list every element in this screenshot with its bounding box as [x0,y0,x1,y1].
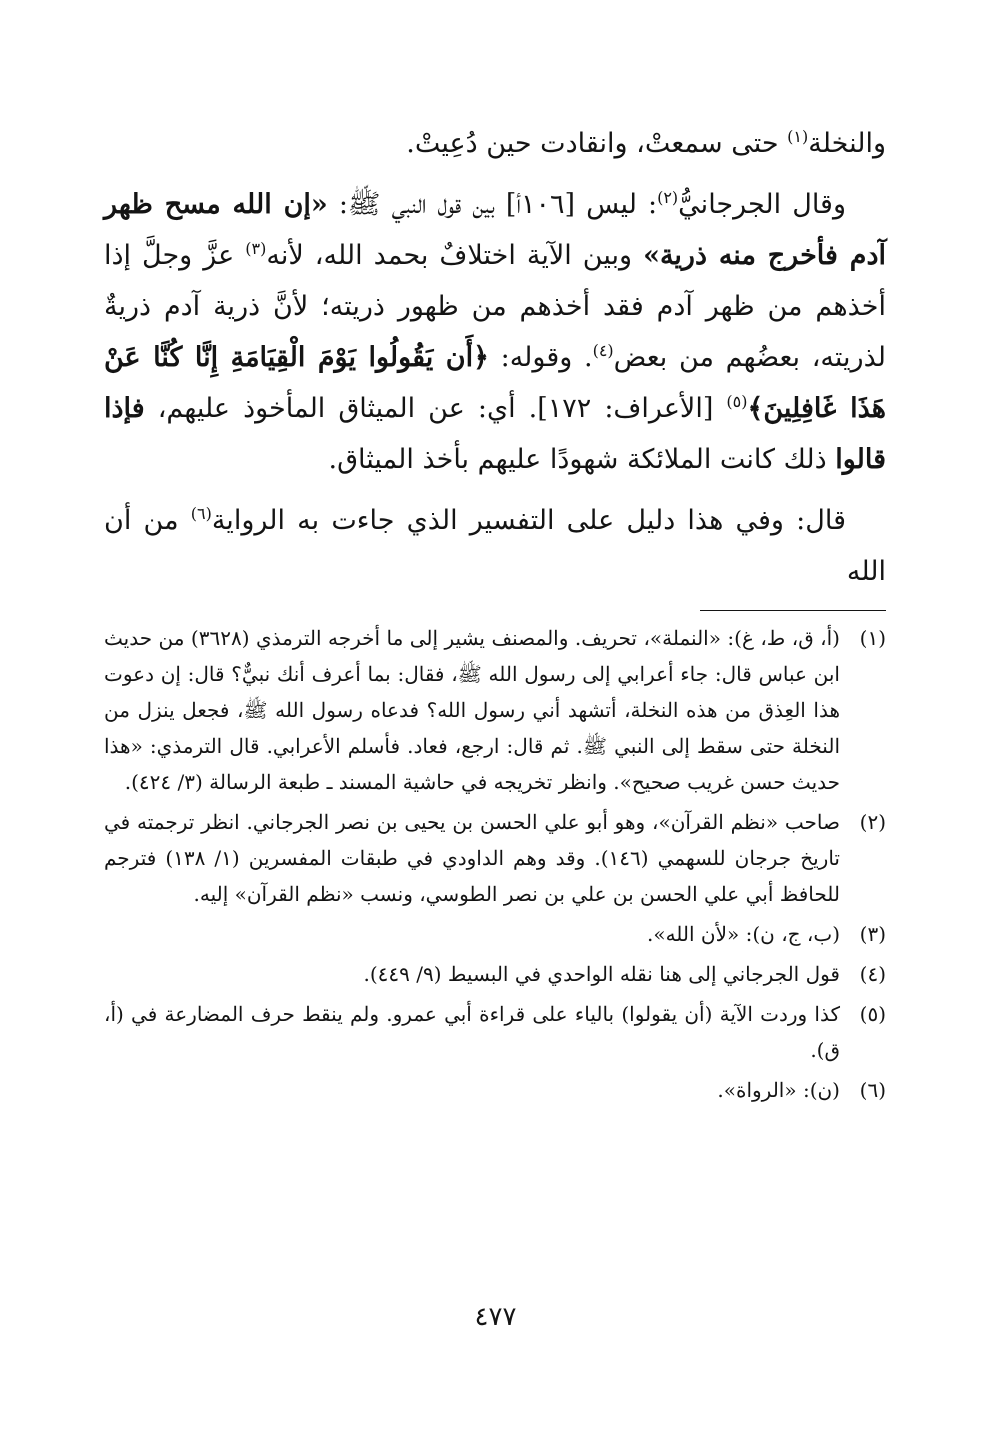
footnote-text: كذا وردت الآية (أن يقولوا) بالياء على قراءة أبي عمرو. ولم ينقط حرف المضارعة في (أ، ق). [104,1002,840,1062]
text-run: حتى سمعتْ، وانقادت حين دُعِيتْ. [406,128,788,159]
footnote-1 [104,620,886,800]
text-run: وبين الآية اختلافٌ بحمد الله، لأنه [266,240,644,271]
paragraph-2 [104,179,886,485]
quran-verse: ﴿أَن يَقُولُوا يَوْمَ الْقِيَامَةِ إِنَّا كُنَّا عَنْ هَذَا غَافِلِينَ﴾ [104,342,886,424]
footnote-number: (٥) [859,1002,886,1026]
footnote-separator [700,610,886,611]
text-run: من أن الله [104,505,886,587]
paragraph-3 [104,495,886,597]
footnote-number: (٦) [859,1078,886,1102]
footnote-ref-2[interactable]: (٢) [657,188,679,207]
hadith-quote: «إن الله مسح ظهر آدم فأخرج منه ذرية» [104,189,886,271]
footnote-ref-4[interactable]: (٤) [592,341,614,360]
footnote-number: (٢) [859,810,886,834]
footnote-text: (أ، ق، ط، غ): «النملة»، تحريف. والمصنف يشير إلى ما أخرجه الترمذي (٣٦٢٨) من حديث ابن عباس قال: جاء أعرابي إلى رسول الله ﷺ، فقال: بما أعرف أنك نبيٌّ؟ قال: إن دعوت هذا العِذق من هذه النخلة، أتشهد أني رسول الله؟ فدعاه رسول الله ﷺ، فجعل ينزل من النخلة حتى سقط إلى النبي ﷺ. ثم قال: ارجع، فعاد. فأسلم الأعرابي. قال الترمذي: «هذا حديث حسن غريب صحيح». وانظر تخريجه في حاشية المسند ـ طبعة الرسالة (٣/ ٤٢٤). [104,626,840,794]
footnote-5 [104,996,886,1068]
text-run: ذلك كانت الملائكة شهودًا عليهم بأخذ الميثاق. [328,444,836,475]
footnote-ref-5[interactable]: (٥) [726,392,748,411]
footnote-text: صاحب «نظم القرآن»، وهو أبو علي الحسن بن يحيى بن نصر الجرجاني. انظر ترجمته في تاريخ جرجان للسهمي (١٤٦). وقد وهم الداودي في طبقات المفسرين (١/ ١٣٨) فترجم للحافظ أبي علي الحسن بن علي بن نصر الطوسي، ونسب «نظم القرآن» إليه. [104,810,841,906]
footnotes [104,620,886,1112]
bold-phrase: فإذا قالوا [104,393,886,475]
text-run: وقال الجرجانيُّ [678,189,847,220]
footnote-number: (٤) [859,962,886,986]
text-run: : ليس [١٠٦أ] بين قول النبي ﷺ: [327,189,658,220]
text-run: عزَّ وجلَّ إذا أخذهم من ظهر آدم فقد أخذهم من ظهور ذريته؛ لأنَّ ذرية آدم ذريةٌ لذريته، بعضُهم من بعض [104,240,886,373]
footnote-text: (ب، ج، ن): «لأن الله». [646,922,840,946]
footnote-text: قول الجرجاني إلى هنا نقله الواحدي في البسيط (٩/ ٤٤٩). [363,962,840,986]
text-run: . وقوله: [488,342,593,373]
footnote-text: (ن): «الرواة». [717,1078,840,1102]
footnote-2 [104,804,886,912]
page-number: ٤٧٧ [474,1302,517,1332]
text-run: قال: وفي هذا دليل على التفسير الذي جاءت به الرواية [211,505,846,536]
main-text [104,118,886,597]
footnote-ref-6[interactable]: (٦) [190,504,212,523]
footnote-6 [104,1072,886,1108]
footnote-number: (١) [859,626,886,650]
footnote-3 [104,916,886,952]
footnote-4 [104,956,886,992]
footnote-ref-1[interactable]: (١) [787,127,809,146]
text-run: [الأعراف: ١٧٢]. أي: عن الميثاق المأخوذ عليهم، [144,393,727,424]
footnote-ref-3[interactable]: (٣) [245,239,267,258]
footnote-number: (٣) [859,922,886,946]
text-run: والنخلة [808,128,886,159]
paragraph-1 [104,118,886,169]
